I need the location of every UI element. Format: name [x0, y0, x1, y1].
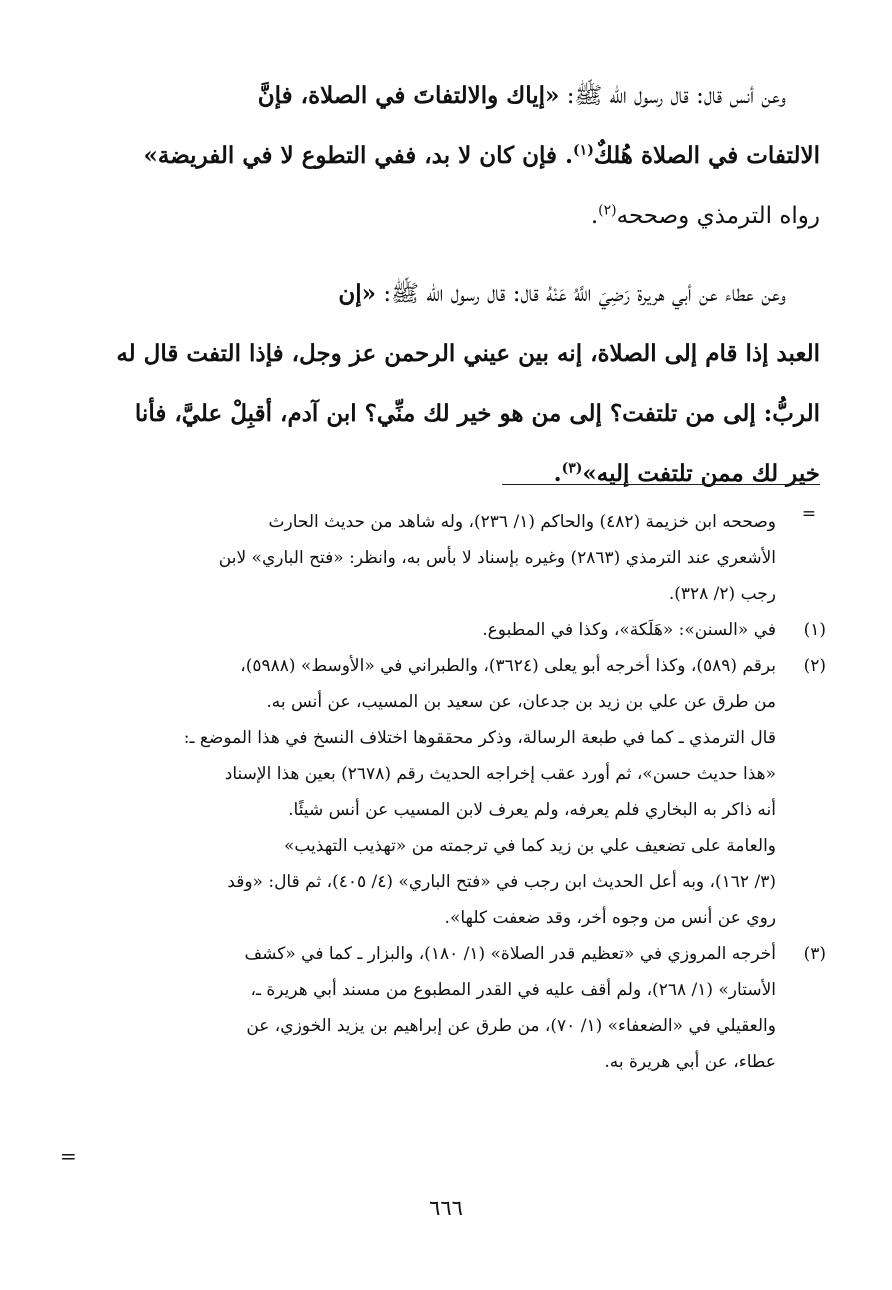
narration-intro: وعن عطاء عن أبي هريرة رَضِيَ اللَّهُ عَنْهُ قال: قال رسول الله ﷺ:	[376, 281, 786, 307]
footnote-line: رجب (٢/ ٣٢٨).	[668, 584, 776, 604]
footnote-1	[66, 612, 826, 648]
footnote-continuation	[66, 504, 826, 612]
narration-intro: وعن أنس قال: قال رسول الله ﷺ:	[559, 83, 786, 109]
punctuation: .	[590, 203, 599, 229]
footnote-divider	[502, 484, 820, 485]
footnote-number: (٣)	[803, 944, 826, 964]
text-line	[80, 66, 820, 126]
hadith-paragraph-abu-hurairah	[80, 264, 820, 504]
footnote-line: وصححه ابن خزيمة (٤٨٢) والحاكم (١/ ٢٣٦)، وله شاهد من حديث الحارث	[268, 512, 776, 532]
hadith-quote: خير لك ممن تلتفت إليه»	[582, 460, 820, 487]
hadith-quote: . فإن كان لا بد، ففي التطوع لا في الفريضة»	[143, 142, 574, 169]
footnote-line: أخرجه المروزي في «تعظيم قدر الصلاة» (١/ ١٨٠)، والبزار ـ كما في «كشف	[244, 944, 776, 964]
footnote-line: أنه ذاكر به البخاري فلم يعرفه، ولم يعرف لابن المسيب عن أنس شيئًا.	[288, 800, 776, 820]
text-line	[80, 186, 820, 246]
continuation-marker: =	[801, 504, 816, 524]
footnote-line: من طرق عن علي بن زيد بن جدعان، عن سعيد بن المسيب، عن أنس به.	[266, 692, 776, 712]
hadith-quote: «إن	[338, 280, 377, 307]
footnote-ref: (٣)	[561, 460, 583, 477]
footnote-line: الأشعري عند الترمذي (٢٨٦٣) وغيره بإسناد لا بأس به، وانظر: «فتح الباري» لابن	[218, 548, 776, 568]
footnote-line: روي عن أنس من وجوه أخر، وقد ضعفت كلها».	[444, 908, 776, 928]
hadith-quote: الالتفات في الصلاة هُلكٌ	[593, 142, 820, 169]
footnote-line: الأستار» (١/ ٢٦٨)، ولم أقف عليه في القدر المطبوع من مسند أبي هريرة ـ،	[250, 980, 776, 1000]
text-line	[80, 444, 820, 504]
footnote-line: والعقيلي في «الضعفاء» (١/ ٧٠)، من طرق عن إبراهيم بن يزيد الخوزي، عن	[246, 1016, 776, 1036]
footnote-line: في «السنن»: «هَلَكة»، وكذا في المطبوع.	[482, 620, 776, 640]
footnotes	[66, 504, 826, 1080]
text-line: العبد إذا قام إلى الصلاة، إنه بين عيني الرحمن عز وجل، فإذا التفت قال له	[116, 340, 820, 367]
text-line: الربُّ: إلى من تلتفت؟ إلى من هو خير لك منِّي؟ ابن آدم، أقبِلْ عليَّ، فأنا	[134, 400, 820, 427]
footnote-line: (٣/ ١٦٢)، وبه أعل الحديث ابن رجب في «فتح الباري» (٤/ ٤٠٥)، ثم قال: «وقد	[227, 872, 776, 892]
main-text	[80, 66, 820, 504]
hadith-paragraph-anas	[80, 66, 820, 246]
continuation-marker: =	[60, 1144, 77, 1168]
footnote-line: برقم (٥٨٩)، وكذا أخرجه أبو يعلى (٣٦٢٤)، والطبراني في «الأوسط» (٥٩٨٨)،	[240, 656, 776, 676]
footnote-3	[66, 936, 826, 1080]
footnote-number: (٢)	[803, 656, 826, 676]
footnote-2	[66, 648, 826, 936]
footnote-line: عطاء، عن أبي هريرة به.	[604, 1052, 776, 1072]
punctuation: .	[553, 460, 562, 487]
footnote-ref: (١)	[573, 142, 594, 159]
footnote-line: قال الترمذي ـ كما في طبعة الرسالة، وذكر محققوها اختلاف النسخ في هذا الموضع ـ:	[183, 728, 776, 748]
page-number: ٦٦٦	[429, 1196, 463, 1220]
footnote-line: «هذا حديث حسن»، ثم أورد عقب إخراجه الحديث رقم (٢٦٧٨) بعين هذا الإسناد	[224, 764, 776, 784]
footnote-ref: (٢)	[598, 202, 617, 219]
source-note: رواه الترمذي وصححه	[616, 203, 820, 229]
text-line	[80, 126, 820, 186]
hadith-quote: «إياك والالتفاتَ في الصلاة، فإنَّ	[257, 82, 560, 109]
footnote-line: والعامة على تضعيف علي بن زيد كما في ترجمته من «تهذيب التهذيب»	[283, 836, 776, 856]
footnote-number: (١)	[803, 620, 826, 640]
text-line	[80, 264, 820, 324]
